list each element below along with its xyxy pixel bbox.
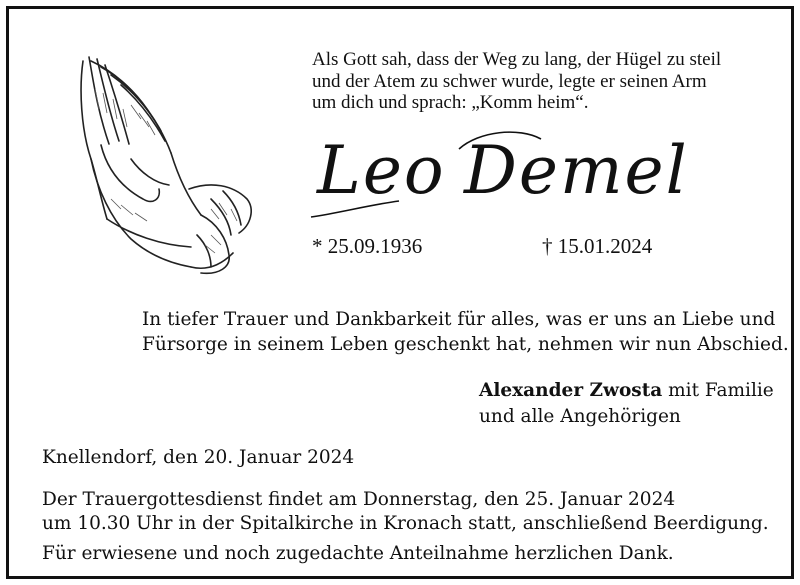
last-name: Demel xyxy=(464,132,689,209)
gratitude-text xyxy=(142,307,789,357)
verse-line: und der Atem zu schwer wurde, legte er seinen Arm xyxy=(312,70,707,92)
service-line: Der Trauergottesdienst findet am Donnerstag, den 25. Januar 2024 xyxy=(42,489,676,510)
mourner-suffix: mit Familie xyxy=(662,380,774,401)
gratitude-line: In tiefer Trauer und Dankbarkeit für alles, was er uns an Liebe und xyxy=(142,309,776,330)
service-line: um 10.30 Uhr in der Spitalkirche in Kronach statt, anschließend Beerdigung. xyxy=(42,513,769,534)
mourners-relatives: und alle Angehörigen xyxy=(479,406,681,427)
deceased-name xyxy=(309,121,689,231)
mourners xyxy=(479,378,774,430)
service-info xyxy=(42,488,769,536)
verse-text xyxy=(312,49,782,114)
mourners-line xyxy=(479,378,774,404)
verse-line: Als Gott sah, dass der Weg zu lang, der Hügel zu steil xyxy=(312,49,722,70)
death-date: † 15.01.2024 xyxy=(542,234,653,258)
gratitude-line: Fürsorge in seinem Leben geschenkt hat, nehmen wir nun Abschied. xyxy=(142,334,789,355)
verse-line: um dich und sprach: „Komm heim“. xyxy=(312,92,589,113)
place-date: Knellendorf, den 20. Januar 2024 xyxy=(42,447,355,468)
praying-hands-icon xyxy=(61,49,261,281)
first-name: Leo xyxy=(317,132,446,209)
thanks-text: Für erwiesene und noch zugedachte Anteilnahme herzlichen Dank. xyxy=(42,543,674,564)
obituary-notice xyxy=(6,6,794,579)
birth-date: * 25.09.1936 xyxy=(312,234,423,258)
mourner-name: Alexander Zwosta xyxy=(479,380,663,401)
